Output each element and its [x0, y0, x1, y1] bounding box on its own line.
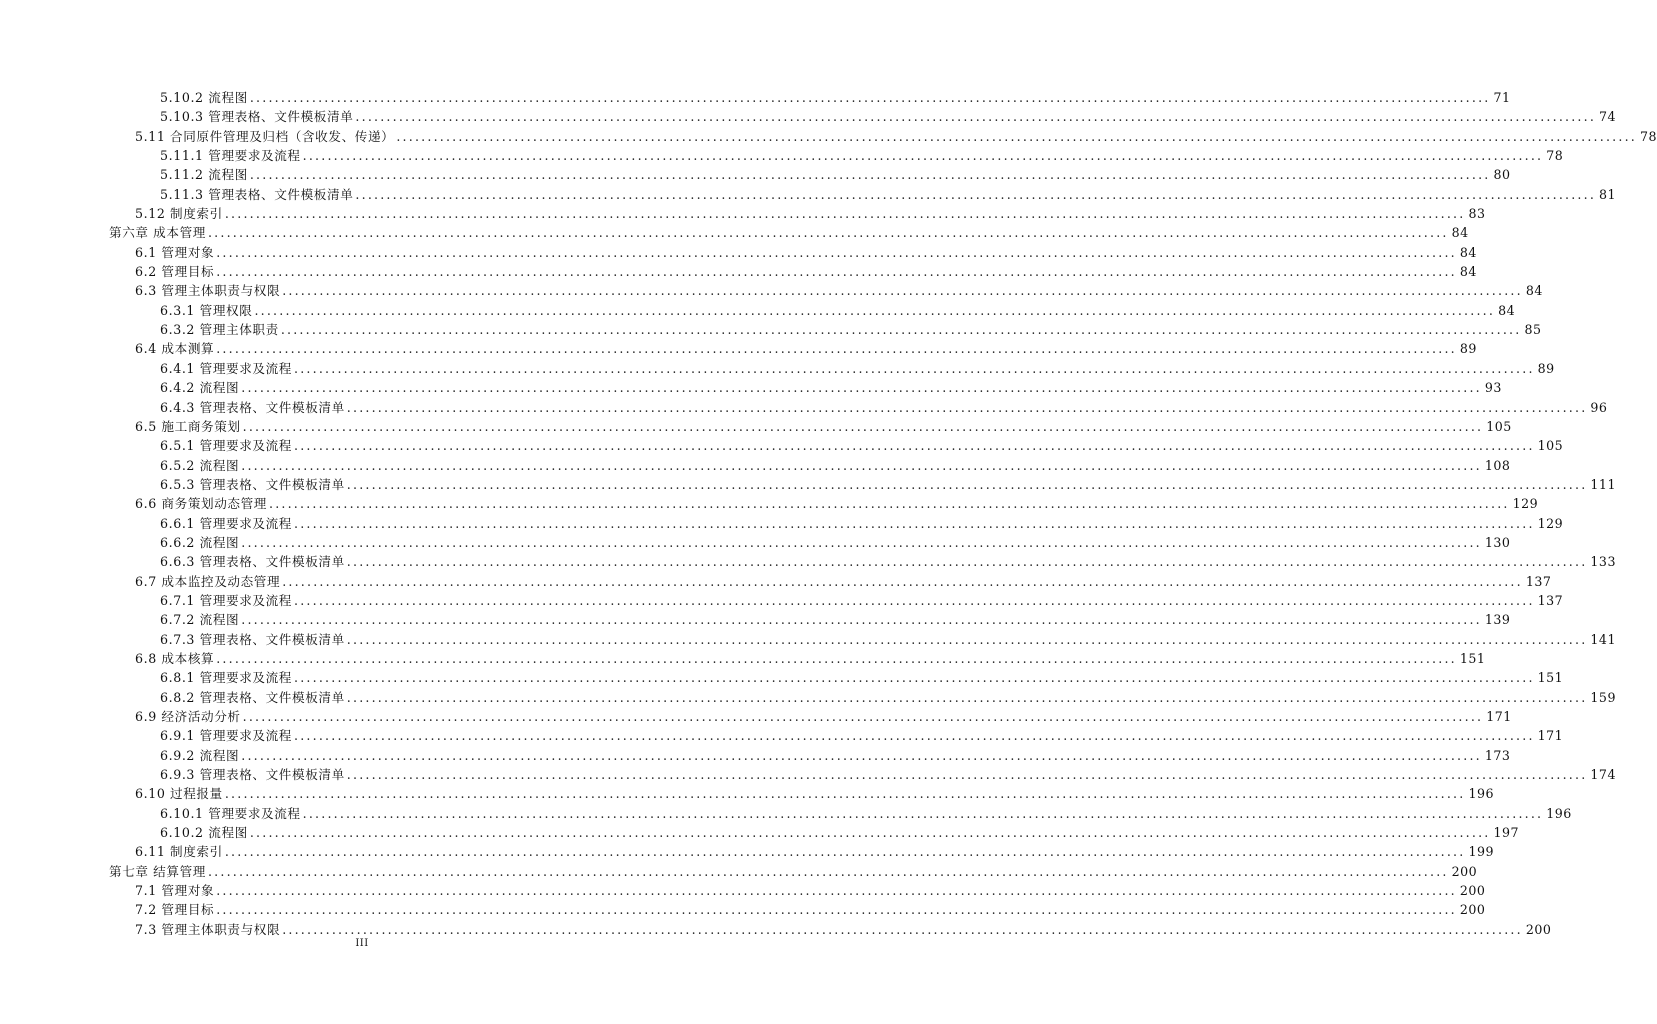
toc-entry[interactable]	[160, 359, 1555, 378]
toc-entry-page-number: 83	[1468, 206, 1486, 222]
toc-entry-title: 6.7.2 流程图	[160, 612, 240, 628]
toc-entry-page-number: 84	[1459, 244, 1477, 260]
dot-leader: ........................................................................................................................................................................................................	[249, 90, 1491, 105]
dot-leader: ........................................................................................................................................................................................................	[302, 805, 1544, 821]
dot-leader: ........................................................................................................................................................................................................	[241, 534, 1482, 550]
toc-entry[interactable]	[160, 398, 1608, 417]
toc-entry-page-number: 81	[1599, 186, 1617, 202]
toc-entry-page-number: 137	[1525, 573, 1552, 589]
toc-entry-page-number: 129	[1512, 496, 1539, 512]
toc-entry[interactable]	[160, 823, 1520, 842]
toc-entry[interactable]	[160, 610, 1511, 629]
toc-entry[interactable]	[109, 862, 1478, 881]
toc-entry-page-number: 196	[1468, 786, 1495, 802]
toc-entry[interactable]	[160, 107, 1617, 126]
toc-entry-page-number: 84	[1451, 225, 1469, 241]
toc-entry-page-number: 200	[1459, 902, 1486, 918]
toc-entry[interactable]	[135, 127, 1657, 146]
toc-entry-title: 6.3.2 管理主体职责	[160, 322, 279, 338]
dot-leader: ........................................................................................................................................................................................................	[346, 554, 1588, 570]
toc-entry-title: 5.11 合同原件管理及归档（含收发、传递）	[135, 128, 395, 144]
toc-entry[interactable]	[160, 746, 1511, 765]
toc-entry[interactable]	[160, 301, 1516, 320]
toc-entry[interactable]	[160, 765, 1616, 784]
toc-entry-title: 6.7 成本监控及动态管理	[135, 573, 281, 589]
toc-entry-title: 6.5.1 管理要求及流程	[160, 438, 293, 454]
toc-entry[interactable]	[135, 339, 1477, 358]
toc-entry-title: 6.10.1 管理要求及流程	[160, 805, 301, 821]
toc-entry-page-number: 71	[1493, 90, 1511, 105]
dot-leader: ........................................................................................................................................................................................................	[346, 631, 1588, 647]
toc-entry-page-number: 171	[1537, 728, 1564, 744]
toc-entry[interactable]	[135, 900, 1486, 919]
dot-leader: ........................................................................................................................................................................................................	[294, 592, 1535, 608]
toc-entry-page-number: 84	[1459, 264, 1477, 280]
toc-entry-page-number: 78	[1546, 148, 1564, 164]
toc-entry-page-number: 200	[1451, 863, 1478, 879]
dot-leader: ........................................................................................................................................................................................................	[355, 109, 1597, 125]
toc-entry-title: 6.8 成本核算	[135, 650, 215, 666]
dot-leader: ........................................................................................................................................................................................................	[224, 844, 1466, 860]
toc-entry[interactable]	[160, 378, 1502, 397]
dot-leader: ........................................................................................................................................................................................................	[294, 515, 1535, 531]
toc-entry-page-number: 108	[1484, 457, 1511, 473]
dot-leader: ........................................................................................................................................................................................................	[346, 476, 1588, 492]
toc-entry[interactable]	[160, 552, 1616, 571]
dot-leader: ........................................................................................................................................................................................................	[294, 360, 1535, 376]
toc-entry[interactable]	[160, 88, 1511, 107]
toc-entry-page-number: 84	[1498, 302, 1516, 318]
toc-entry-page-number: 171	[1486, 709, 1512, 724]
toc-entry[interactable]	[135, 417, 1512, 436]
toc-entry[interactable]	[135, 243, 1477, 262]
toc-entry-title: 6.9.1 管理要求及流程	[160, 728, 293, 744]
toc-entry-page-number: 96	[1590, 399, 1608, 415]
dot-leader: ........................................................................................................................................................................................................	[282, 573, 1523, 589]
toc-entry-title: 6.9 经济活动分析	[135, 709, 241, 724]
dot-leader: ........................................................................................................................................................................................................	[254, 302, 1496, 318]
toc-entry[interactable]	[135, 262, 1477, 281]
dot-leader: ........................................................................................................................................................................................................	[249, 825, 1491, 841]
toc-entry-title: 5.11.2 流程图	[160, 167, 248, 183]
toc-entry-page-number: 174	[1590, 767, 1616, 783]
dot-leader: ........................................................................................................................................................................................................	[302, 148, 1544, 164]
toc-entry[interactable]	[160, 804, 1572, 823]
toc-entry[interactable]	[160, 726, 1564, 745]
toc-entry-page-number: 133	[1590, 554, 1616, 570]
dot-leader: ........................................................................................................................................................................................................	[207, 225, 1449, 241]
toc-entry-title: 6.5.3 管理表格、文件模板清单	[160, 476, 345, 492]
toc-entry-title: 6.5.2 流程图	[160, 457, 240, 473]
toc-entry-page-number: 130	[1484, 534, 1511, 550]
toc-entry-page-number: 129	[1537, 515, 1564, 531]
table-of-contents	[0, 88, 1657, 939]
toc-entry-title: 6.2 管理目标	[135, 264, 215, 280]
toc-entry-title: 6.8.2 管理表格、文件模板清单	[160, 689, 345, 705]
toc-entry-page-number: 80	[1493, 167, 1511, 183]
dot-leader: ........................................................................................................................................................................................................	[346, 399, 1588, 415]
toc-entry[interactable]	[160, 591, 1564, 610]
dot-leader: ........................................................................................................................................................................................................	[294, 728, 1535, 744]
toc-entry[interactable]	[135, 204, 1486, 223]
dot-leader: ........................................................................................................................................................................................................	[241, 747, 1482, 763]
toc-entry-title: 6.9.2 流程图	[160, 747, 240, 763]
toc-entry[interactable]	[135, 707, 1512, 726]
toc-entry-page-number: 105	[1486, 418, 1512, 434]
dot-leader: ........................................................................................................................................................................................................	[216, 902, 1457, 918]
toc-entry-title: 6.4.3 管理表格、文件模板清单	[160, 399, 345, 415]
dot-leader: ........................................................................................................................................................................................................	[216, 650, 1457, 666]
toc-entry-title: 6.1 管理对象	[135, 244, 215, 260]
toc-entry-title: 6.4 成本测算	[135, 341, 215, 357]
toc-entry-title: 6.3 管理主体职责与权限	[135, 283, 281, 299]
toc-entry[interactable]	[160, 436, 1564, 455]
toc-entry-page-number: 159	[1590, 689, 1616, 705]
toc-entry[interactable]	[135, 784, 1495, 803]
toc-entry-title: 6.10.2 流程图	[160, 825, 248, 841]
toc-entry-title: 5.10.2 流程图	[160, 90, 248, 105]
dot-leader: ........................................................................................................................................................................................................	[355, 186, 1597, 202]
toc-entry-page-number: 151	[1537, 670, 1564, 686]
toc-entry-title: 7.1 管理对象	[135, 883, 215, 899]
dot-leader: ........................................................................................................................................................................................................	[216, 264, 1457, 280]
toc-entry-title: 6.3.1 管理权限	[160, 302, 253, 318]
dot-leader: ........................................................................................................................................................................................................	[294, 438, 1535, 454]
toc-entry[interactable]	[160, 688, 1616, 707]
dot-leader: ........................................................................................................................................................................................................	[241, 612, 1482, 628]
toc-entry[interactable]	[160, 456, 1511, 475]
dot-leader: ........................................................................................................................................................................................................	[216, 244, 1457, 260]
toc-entry-page-number: 173	[1484, 747, 1511, 763]
toc-entry-page-number: 74	[1599, 109, 1617, 125]
toc-entry-title: 6.4.1 管理要求及流程	[160, 360, 293, 376]
toc-entry-page-number: 199	[1468, 844, 1495, 860]
toc-entry-title: 第七章 结算管理	[109, 863, 206, 879]
toc-entry-page-number: 137	[1537, 592, 1564, 608]
dot-leader: ........................................................................................................................................................................................................	[241, 380, 1482, 396]
dot-leader: ........................................................................................................................................................................................................	[249, 167, 1491, 183]
dot-leader: ........................................................................................................................................................................................................	[224, 206, 1466, 222]
toc-entry-page-number: 105	[1537, 438, 1564, 454]
toc-entry-page-number: 200	[1459, 883, 1486, 899]
toc-entry-title: 7.3 管理主体职责与权限	[135, 921, 281, 937]
toc-entry-title: 5.12 制度索引	[135, 206, 223, 222]
dot-leader: ........................................................................................................................................................................................................	[216, 883, 1457, 899]
toc-entry-title: 6.7.3 管理表格、文件模板清单	[160, 631, 345, 647]
toc-entry-title: 7.2 管理目标	[135, 902, 215, 918]
dot-leader: ........................................................................................................................................................................................................	[207, 863, 1449, 879]
dot-leader: ........................................................................................................................................................................................................	[242, 709, 1484, 724]
toc-entry-title: 5.11.3 管理表格、文件模板清单	[160, 186, 354, 202]
toc-entry-page-number: 200	[1525, 921, 1552, 937]
toc-entry-page-number: 196	[1546, 805, 1572, 821]
toc-entry[interactable]	[160, 165, 1511, 184]
toc-entry-title: 6.6 商务策划动态管理	[135, 496, 267, 512]
toc-entry-title: 6.9.3 管理表格、文件模板清单	[160, 767, 345, 783]
toc-entry-page-number: 78	[1639, 128, 1657, 144]
dot-leader: ........................................................................................................................................................................................................	[224, 786, 1466, 802]
dot-leader: ........................................................................................................................................................................................................	[241, 457, 1482, 473]
dot-leader: ........................................................................................................................................................................................................	[282, 283, 1523, 299]
dot-leader: ........................................................................................................................................................................................................	[280, 322, 1522, 338]
toc-entry[interactable]	[160, 514, 1564, 533]
toc-entry-title: 6.6.1 管理要求及流程	[160, 515, 293, 531]
toc-entry[interactable]	[160, 475, 1616, 494]
toc-entry[interactable]	[135, 649, 1486, 668]
dot-leader: ........................................................................................................................................................................................................	[294, 670, 1535, 686]
toc-entry[interactable]	[135, 842, 1495, 861]
toc-entry[interactable]	[160, 146, 1564, 165]
toc-entry-title: 6.5 施工商务策划	[135, 418, 241, 434]
toc-entry-title: 6.11 制度索引	[135, 844, 223, 860]
toc-entry-page-number: 197	[1493, 825, 1520, 841]
dot-leader: ........................................................................................................................................................................................................	[396, 128, 1637, 144]
toc-entry[interactable]	[160, 630, 1616, 649]
toc-entry-title: 6.6.3 管理表格、文件模板清单	[160, 554, 345, 570]
dot-leader: ........................................................................................................................................................................................................	[346, 689, 1588, 705]
toc-entry[interactable]	[109, 223, 1469, 242]
toc-entry-page-number: 84	[1525, 283, 1543, 299]
toc-entry[interactable]	[135, 920, 1552, 939]
toc-entry-page-number: 93	[1484, 380, 1502, 396]
toc-entry-page-number: 89	[1537, 360, 1555, 376]
toc-entry[interactable]	[160, 320, 1542, 339]
toc-entry-title: 6.7.1 管理要求及流程	[160, 592, 293, 608]
toc-entry-page-number: 141	[1590, 631, 1616, 647]
toc-entry-title: 5.10.3 管理表格、文件模板清单	[160, 109, 354, 125]
toc-entry-title: 6.8.1 管理要求及流程	[160, 670, 293, 686]
toc-entry-page-number: 139	[1484, 612, 1511, 628]
toc-entry-title: 6.6.2 流程图	[160, 534, 240, 550]
dot-leader: ........................................................................................................................................................................................................	[216, 341, 1457, 357]
page-number: III	[355, 938, 369, 949]
toc-entry[interactable]	[135, 494, 1539, 513]
toc-entry-title: 6.4.2 流程图	[160, 380, 240, 396]
toc-entry[interactable]	[160, 185, 1617, 204]
toc-entry-title: 6.10 过程报量	[135, 786, 223, 802]
toc-entry[interactable]	[135, 572, 1552, 591]
toc-entry[interactable]	[160, 668, 1564, 687]
toc-entry[interactable]	[135, 881, 1486, 900]
toc-entry-page-number: 89	[1459, 341, 1477, 357]
dot-leader: ........................................................................................................................................................................................................	[242, 418, 1484, 434]
toc-entry-page-number: 151	[1459, 650, 1486, 666]
toc-entry[interactable]	[160, 533, 1511, 552]
dot-leader: ........................................................................................................................................................................................................	[268, 496, 1510, 512]
dot-leader: ........................................................................................................................................................................................................	[346, 767, 1588, 783]
toc-entry-title: 5.11.1 管理要求及流程	[160, 148, 301, 164]
toc-entry[interactable]	[135, 281, 1543, 300]
toc-entry-page-number: 85	[1524, 322, 1542, 338]
toc-entry-page-number: 111	[1590, 476, 1616, 492]
dot-leader: ........................................................................................................................................................................................................	[282, 921, 1523, 937]
toc-entry-title: 第六章 成本管理	[109, 225, 206, 241]
